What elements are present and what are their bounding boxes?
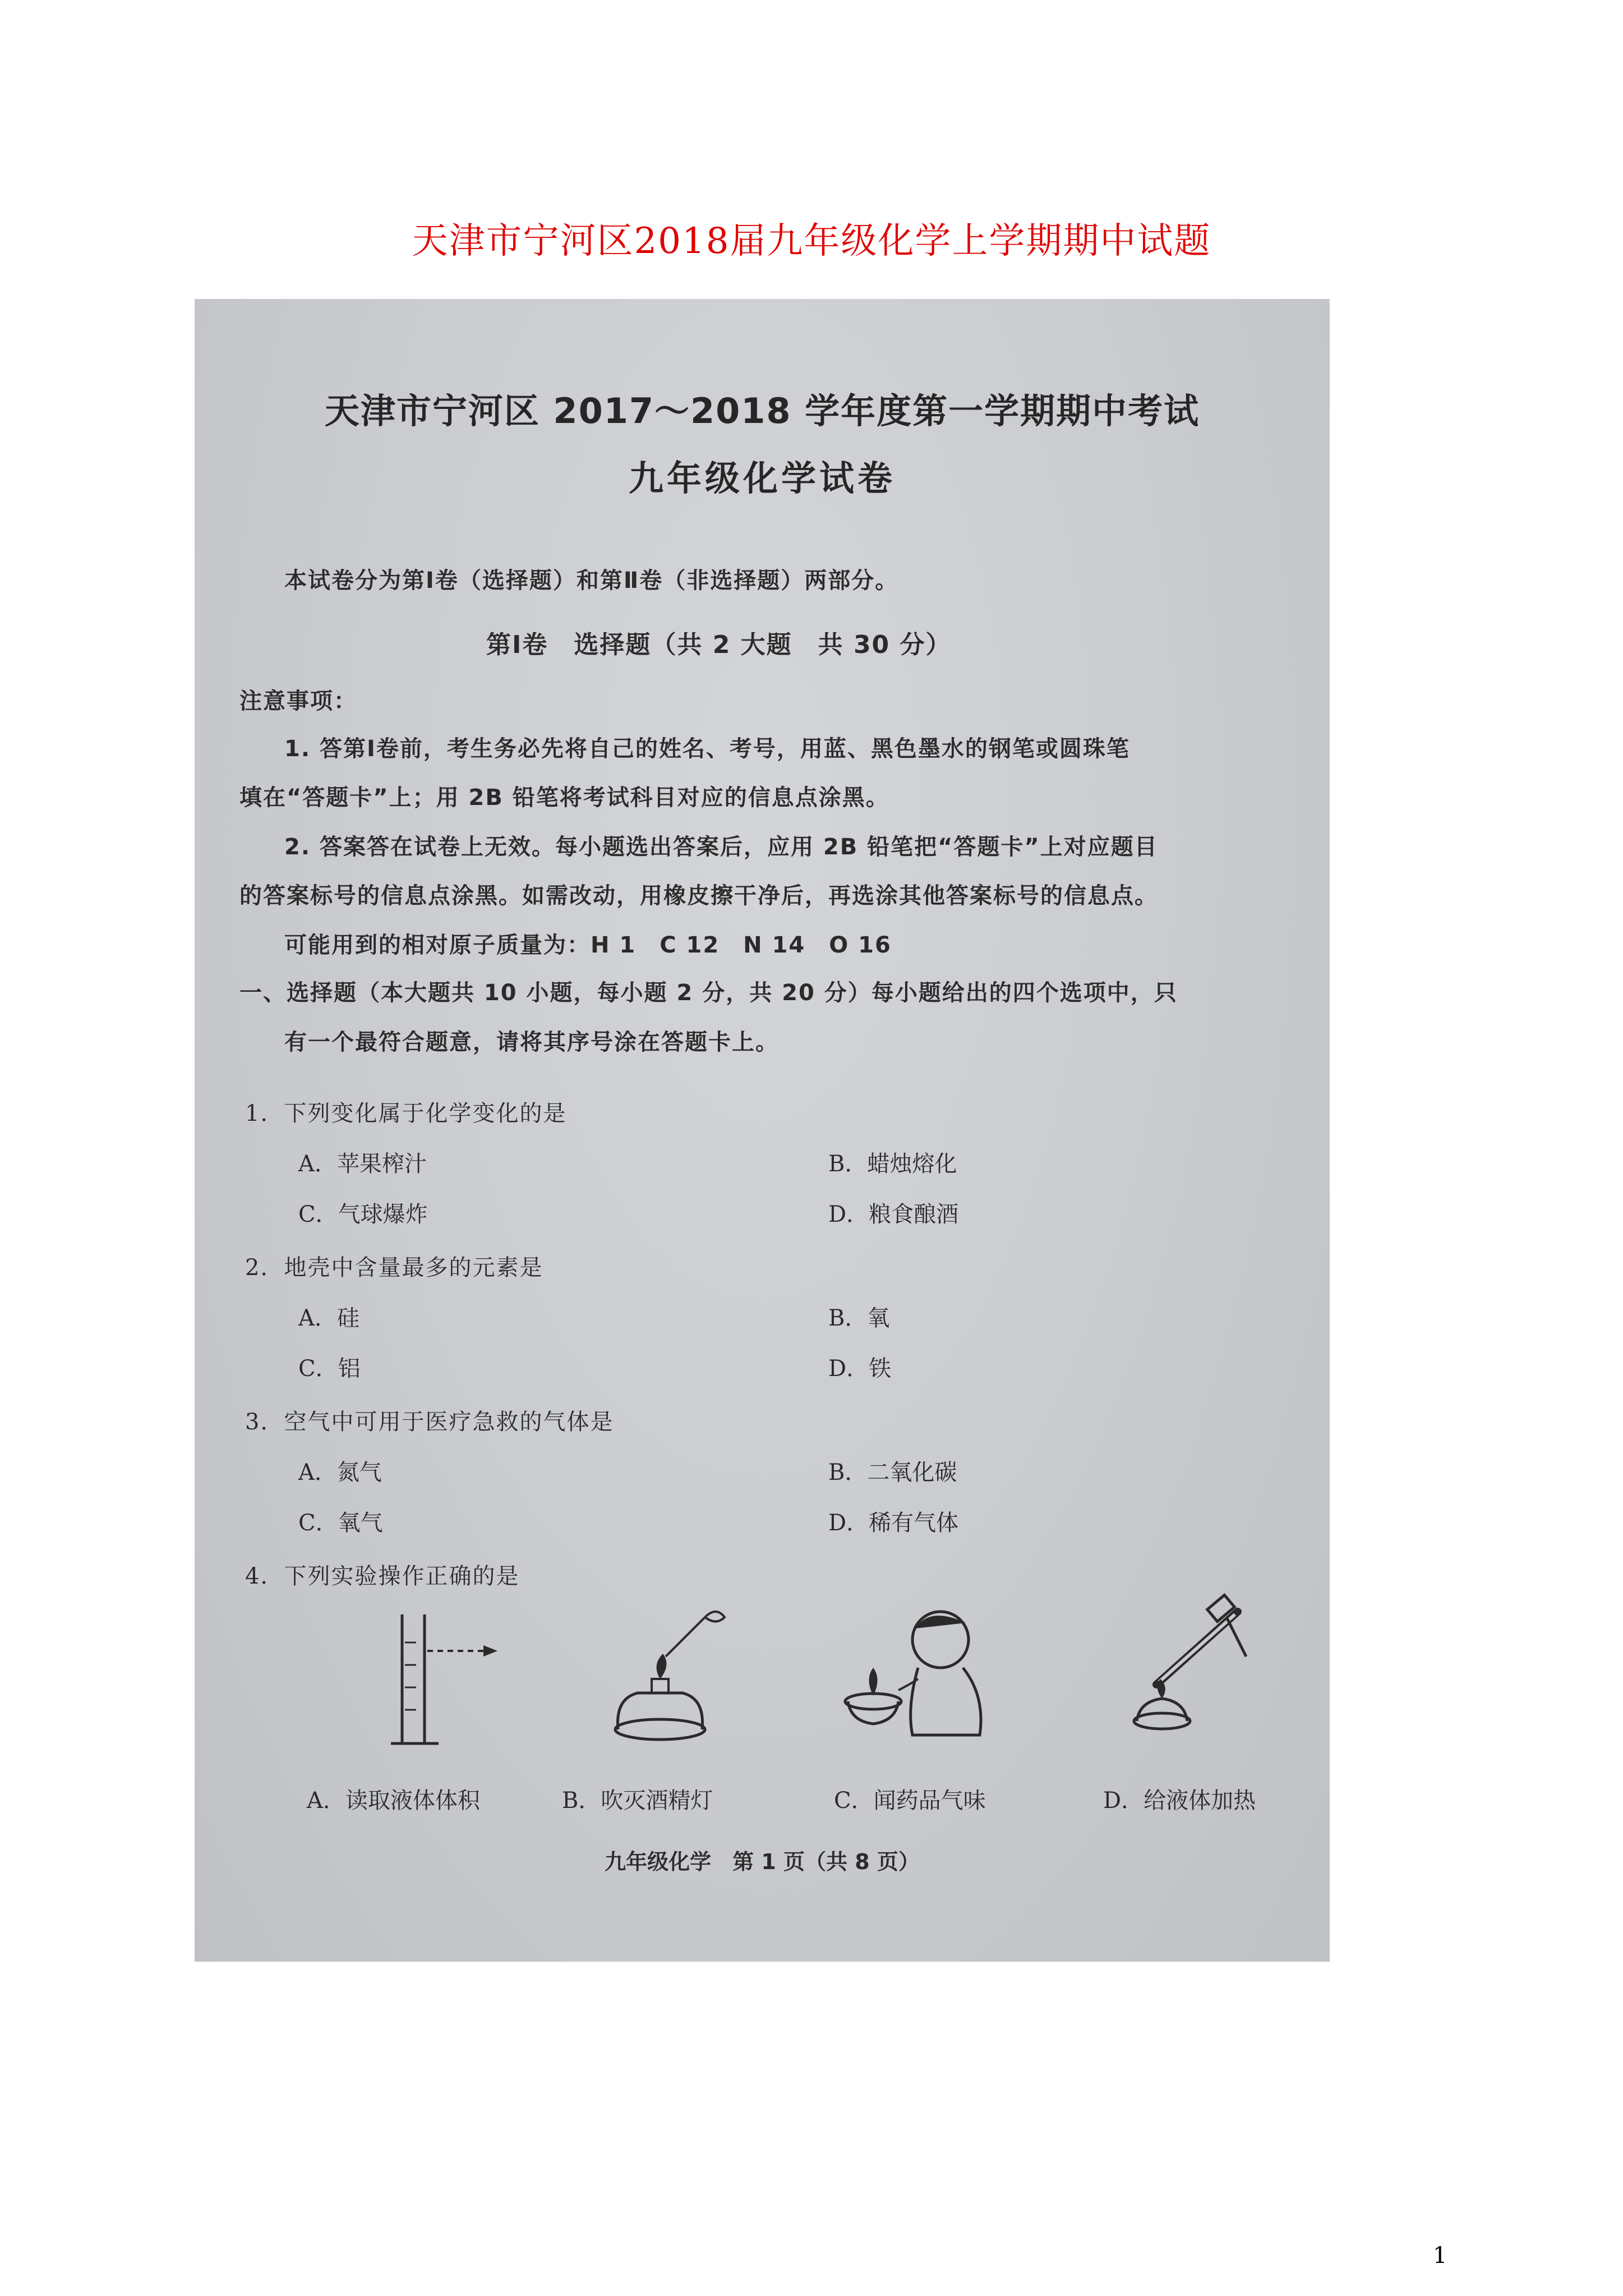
document-title: 天津市宁河区2018届九年级化学上学期期中试题 — [412, 220, 1211, 262]
question-1-option-b: B．蜡烛熔化 — [828, 1151, 957, 1177]
question-1-option-c: C．气球爆炸 — [298, 1202, 428, 1227]
test-tube-heating-icon — [1126, 1589, 1271, 1741]
figure-a-caption: A．读取液体体积 — [307, 1788, 480, 1814]
exam-page-footer: 九年级化学 第 1 页（共 8 页） — [605, 1849, 920, 1874]
scanned-exam-photo — [195, 299, 1330, 1962]
question-2-option-d: D．铁 — [828, 1356, 892, 1382]
question-2-option-b: B．氧 — [828, 1305, 890, 1331]
question-4-stem: 4．下列实验操作正确的是 — [245, 1563, 520, 1589]
atomic-masses: 可能用到的相对原子质量为：H 1 C 12 N 14 O 16 — [284, 932, 892, 958]
note2-line1: 2. 答案答在试卷上无效。每小题选出答案后，应用 2B 铅笔把“答题卡”上对应题目 — [284, 834, 1158, 860]
note1-line2: 填在“答题卡”上；用 2B 铅笔将考试科目对应的信息点涂黑。 — [239, 785, 889, 811]
section1-line1: 一、选择题（本大题共 10 小题，每小题 2 分，共 20 分）每小题给出的四个选项中，只 — [239, 980, 1178, 1006]
question-3-option-d: D．稀有气体 — [828, 1510, 959, 1536]
notes-label: 注意事项： — [239, 688, 357, 714]
question-3-option-c: C．氧气 — [298, 1510, 383, 1536]
question-2-option-a: A．硅 — [298, 1305, 359, 1331]
question-3-option-b: B．二氧化碳 — [828, 1460, 957, 1485]
exam-title-line1: 天津市宁河区 2017～2018 学年度第一学期期中考试 — [324, 390, 1200, 431]
alcohol-lamp-icon — [593, 1600, 739, 1746]
question-3-option-a: A．氮气 — [298, 1460, 382, 1485]
graduated-cylinder-icon — [385, 1609, 520, 1755]
question-1-option-a: A．苹果榨汁 — [298, 1151, 427, 1177]
note1-line1: 1. 答第Ⅰ卷前，考生务必先将自己的姓名、考号，用蓝、黑色墨水的钢笔或圆珠笔 — [284, 736, 1130, 762]
intro-text: 本试卷分为第Ⅰ卷（选择题）和第Ⅱ卷（非选择题）两部分。 — [284, 568, 899, 593]
figure-d-caption: D．给液体加热 — [1103, 1788, 1256, 1814]
note2-line2: 的答案标号的信息点涂黑。如需改动，用橡皮擦干净后，再选涂其他答案标号的信息点。 — [239, 883, 1158, 909]
part1-heading: 第Ⅰ卷 选择题（共 2 大题 共 30 分） — [486, 631, 952, 659]
figure-d-heating-liquid — [1126, 1589, 1271, 1741]
figure-b-alcohol-lamp — [593, 1600, 739, 1746]
figure-c-caption: C．闻药品气味 — [834, 1788, 986, 1814]
section1-line2: 有一个最符合题意，请将其序号涂在答题卡上。 — [284, 1029, 779, 1055]
figure-a-graduated-cylinder — [385, 1609, 520, 1755]
question-1-option-d: D．粮食酿酒 — [828, 1202, 959, 1227]
figure-b-caption: B．吹灭酒精灯 — [562, 1788, 713, 1814]
exam-title-line2: 九年级化学试卷 — [628, 458, 896, 499]
figure-c-smelling — [834, 1595, 1002, 1746]
question-2-option-c: C．铝 — [298, 1356, 361, 1382]
question-3-stem: 3．空气中可用于医疗急救的气体是 — [245, 1409, 614, 1435]
question-1-stem: 1．下列变化属于化学变化的是 — [245, 1101, 567, 1126]
child-smelling-icon — [834, 1595, 1002, 1746]
question-2-stem: 2．地壳中含量最多的元素是 — [245, 1255, 543, 1281]
page-number: 1 — [1433, 2243, 1447, 2269]
